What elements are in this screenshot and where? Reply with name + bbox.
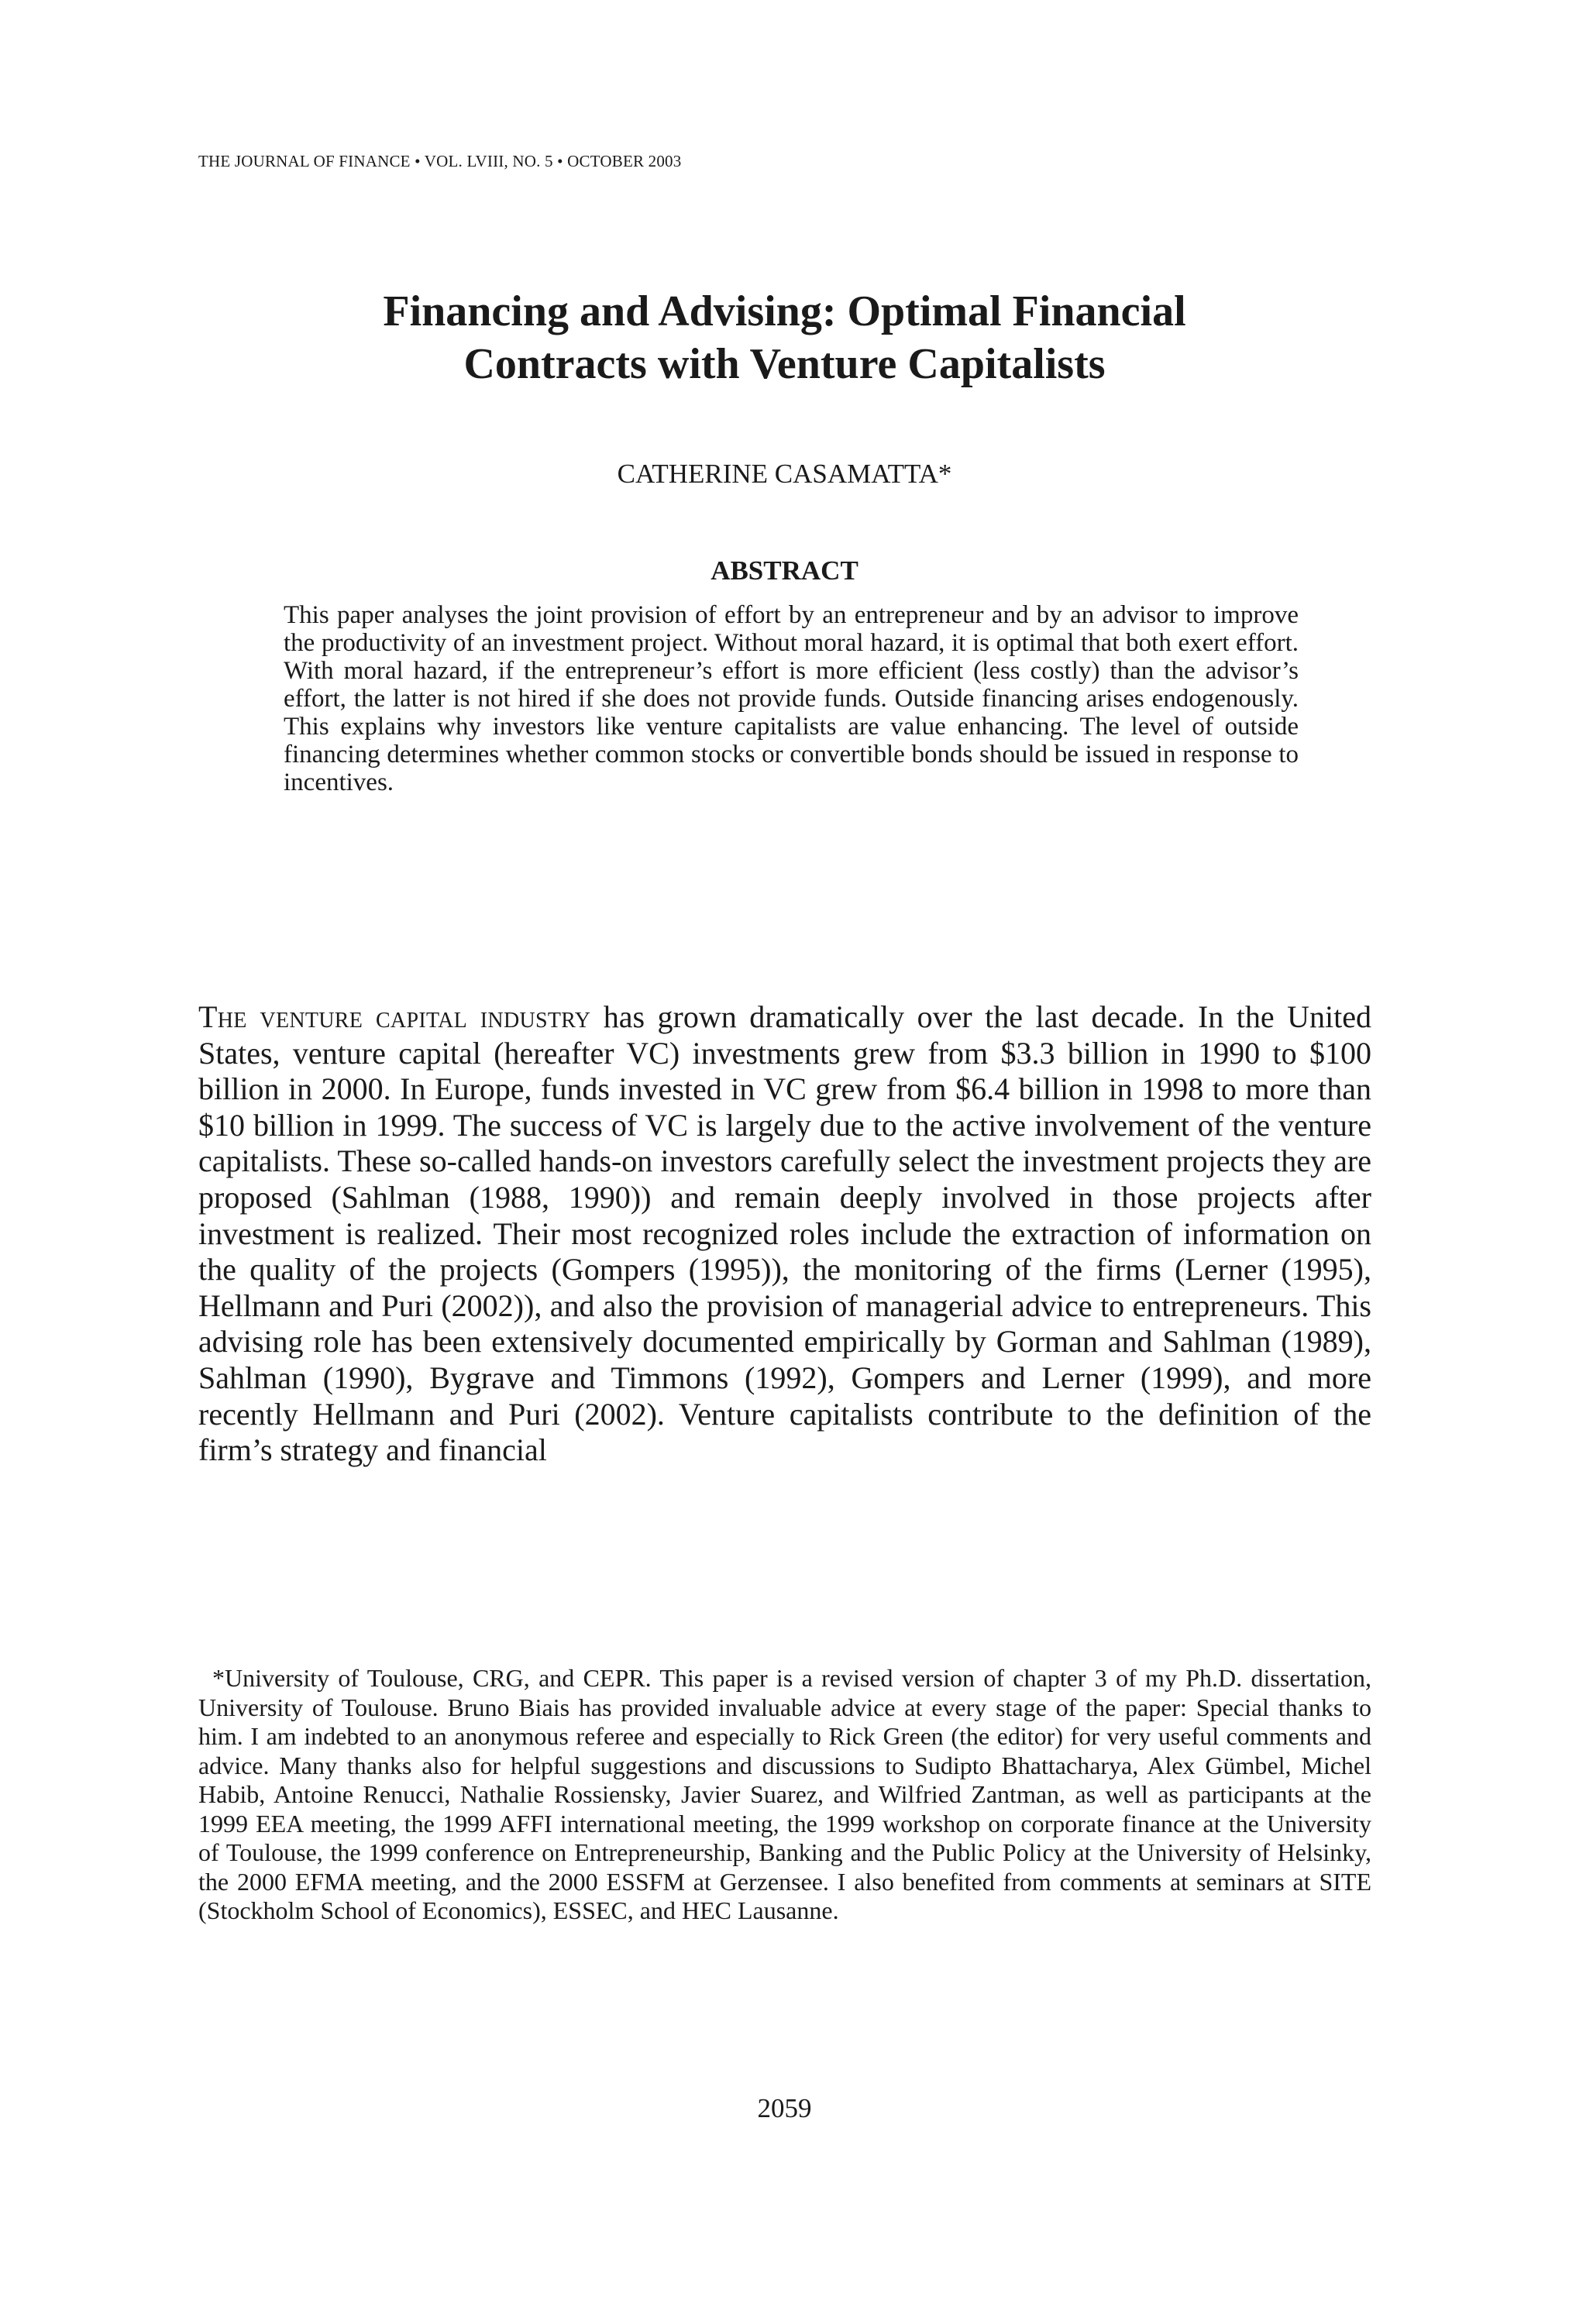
abstract-text: This paper analyses the joint provision of effort by an entrepreneur and by an advisor to improve the productivity of an investment project. Without moral hazard, it is optimal that both exert effort. With moral hazard, if the entrepreneur’s effort is more efficient (less costly) than the advisor’s effort, the latter is not hired if she does not provide funds. Outside financing arises endogenously. This explains why investors like venture capitalists are value enhancing. The level of outside financing determines whether common stocks or convertible bonds should be issued in response to incentives. bbox=[284, 601, 1299, 796]
body-lead-in: The venture capital industry bbox=[198, 999, 591, 1034]
abstract-heading: ABSTRACT bbox=[711, 555, 858, 586]
author-name: CATHERINE CASAMATTA* bbox=[617, 459, 952, 489]
running-head: THE JOURNAL OF FINANCE • VOL. LVIII, NO. 5 • OCTOBER 2003 bbox=[198, 152, 682, 170]
body-paragraph bbox=[198, 999, 1371, 1469]
body-text: has grown dramatically over the last decade. In the United States, venture capital (hereafter VC) investments grew from $3.3 billion in 1990 to $100 billion in 2000. In Europe, funds invested in VC grew from $6.4 billion in 1998 to more than $10 billion in 1999. The success of VC is largely due to the active involvement of the venture capitalists. These so-called hands-on investors carefully select the investment projects they are proposed (Sahlman (1988, 1990)) and remain deeply involved in those projects after investment is realized. Their most recognized roles include the extraction of information on the quality of the projects (Gompers (1995)), the monitoring of the firms (Lerner (1995), Hellmann and Puri (2002)), and also the provision of managerial advice to entrepreneurs. This advising role has been extensively documented empirically by Gorman and Sahlman (1989), Sahlman (1990), Bygrave and Timmons (1992), Gompers and Lerner (1999), and more recently Hellmann and Puri (2002). Venture capitalists contribute to the definition of the firm’s strategy and financial bbox=[198, 999, 1371, 1468]
page-number: 2059 bbox=[757, 2093, 812, 2123]
title-line-1: Financing and Advising: Optimal Financial bbox=[383, 287, 1186, 335]
author-footnote: *University of Toulouse, CRG, and CEPR. This paper is a revised version of chapter 3 of my Ph.D. dissertation, University of Toulouse. Bruno Biais has provided invaluable advice at every stage of the paper: Special thanks to him. I am indebted to an anonymous referee and especially to Rick Green (the editor) for very useful comments and advice. Many thanks also for helpful suggestions and discussions to Sudipto Bhattacharya, Alex Gümbel, Michel Habib, Antoine Renucci, Nathalie Rossiensky, Javier Suarez, and Wilfried Zantman, as well as participants at the 1999 EEA meeting, the 1999 AFFI international meeting, the 1999 workshop on corporate finance at the University of Toulouse, the 1999 conference on Entrepreneurship, Banking and the Public Policy at the University of Helsinky, the 2000 EFMA meeting, and the 2000 ESSFM at Gerzensee. I also benefited from comments at seminars at SITE (Stockholm School of Economics), ESSEC, and HEC Lausanne. bbox=[198, 1664, 1371, 1924]
title-line-2: Contracts with Venture Capitalists bbox=[463, 340, 1106, 388]
article-title bbox=[194, 285, 1375, 390]
